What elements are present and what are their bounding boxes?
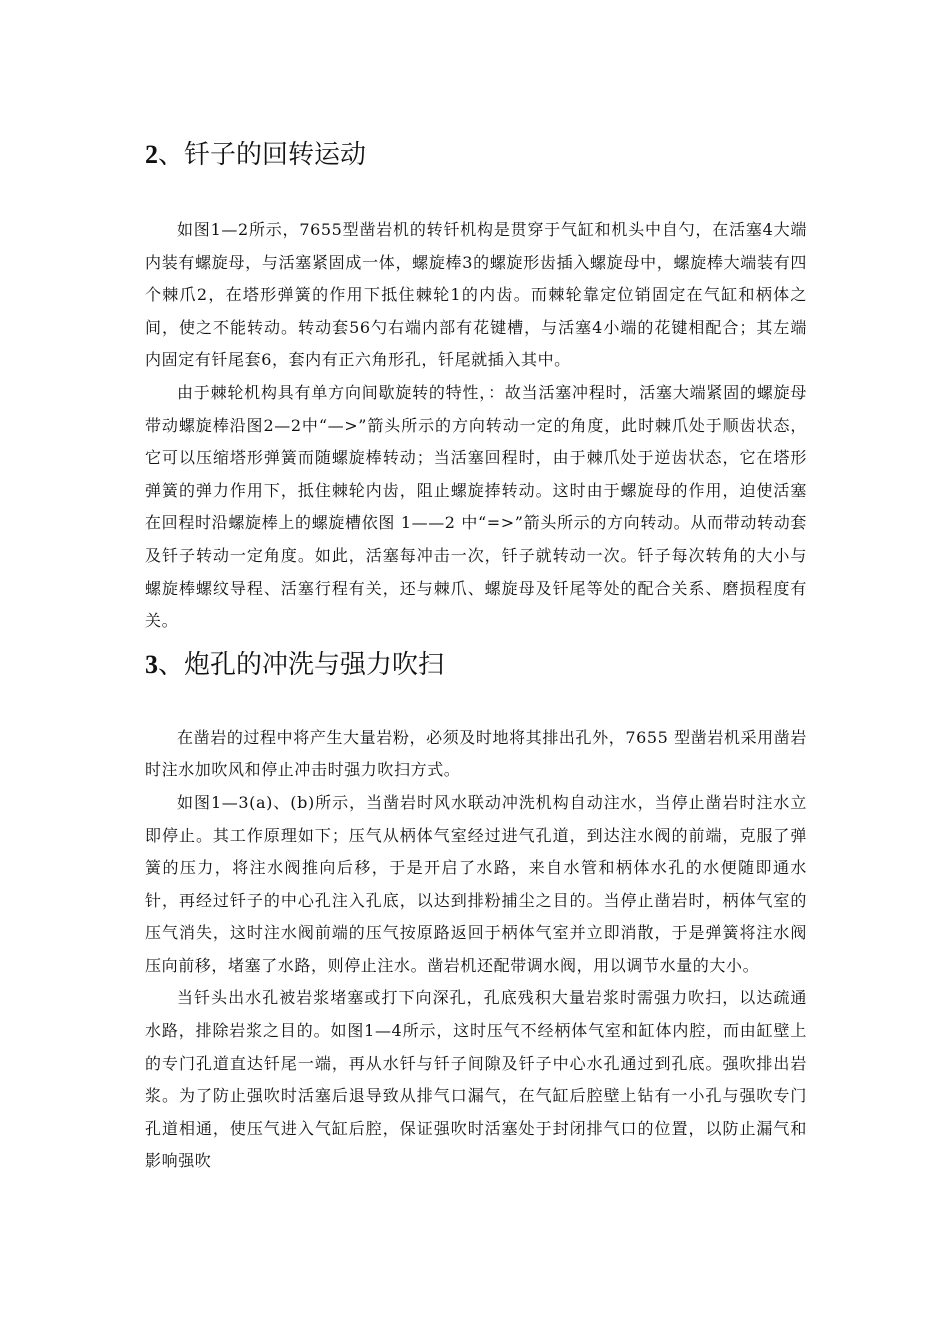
section-number: 2 — [145, 140, 158, 169]
paragraph: 当钎头出水孔被岩浆堵塞或打下向深孔，孔底残积大量岩浆时需强力吹扫，以达疏通水路，排除岩浆之目的。如图1—4所示，这时压气不经柄体气室和缸体内腔，而由缸壁上的专门孔道直达钎尾一端，再从水钎与钎子间隙及钎子中心水孔通过到孔底。强吹排出岩浆。为了防止强吹时活塞后退导致从排气口漏气，在气缸后腔壁上钻有一小孔与强吹专门孔道相通，使压气进入气缸后腔，保证强吹时活塞处于封闭排气口的位置，以防止漏气和影响强吹 — [145, 988, 807, 1171]
section-title: 、钎子的回转运动 — [158, 140, 367, 170]
section-title: 、炮孔的冲洗与强力吹扫 — [158, 649, 445, 680]
paragraph: 如图1—3(a)、(b)所示，当凿岩时风水联动冲洗机构自动注水，当停止凿岩时注水立即停止。其工作原理如下；压气从柄体气室经过进气孔道，到达注水阀的前端，克服了弹簧的压力，将注水阀推向后移，于是开启了水路，来自水管和柄体水孔的水便随即通水针，再经过钎子的中心孔注入孔底，以达到排粉捕尘之目的。当停止凿岩时，柄体气室的压气消失，这时注水阀前端的压气按原路返回于柄体气室并立即消散，于是弹簧将注水阀压向前移，堵塞了水路，则停止注水。凿岩机还配带调水阀，用以调节水量的大小。 — [145, 792, 807, 975]
section-heading — [145, 648, 807, 682]
section-3 — [145, 648, 807, 1178]
paragraph: 在凿岩的过程中将产生大量岩粉，必须及时地将其排出孔外，7655 型凿岩机采用凿岩时注水加吹风和停止冲击时强力吹扫方式。 — [145, 727, 807, 780]
section-2 — [145, 138, 807, 638]
section-number: 3 — [145, 649, 158, 679]
paragraph: 如图1—2所示，7655型凿岩机的转钎机构是贯穿于气缸和机头中自勺，在活塞4大端内装有螺旋母，与活塞紧固成一体，螺旋棒3的螺旋形齿插入螺旋母中，螺旋棒大端装有四个棘爪2，在塔形弹簧的作用下抵住棘轮1的内齿。而棘轮靠定位销固定在气缸和柄体之间，使之不能转动。转动套56勺右端内部有花键槽，与活塞4小端的花键相配合；其左端内固定有钎尾套6，套内有正六角形孔，钎尾就插入其中。 — [145, 220, 807, 370]
paragraph: 由于棘轮机构具有单方向间歇旋转的特性，：故当活塞冲程时，活塞大端紧固的螺旋母带动螺旋棒沿图2—2中“—>”箭头所示的方向转动一定的角度，此时棘爪处于顺齿状态，它可以压缩塔形弹簧而随螺旋棒转动；当活塞回程时，由于棘爪处于逆齿状态，它在塔形弹簧的弹力作用下，抵住棘轮内齿，阻止螺旋捧转动。这时由于螺旋母的作用，迫使活塞在回程时沿螺旋棒上的螺旋槽依图 1——2 中“=>”箭头所示的方向转动。从而带动转动套及钎子转动一定角度。如此，活塞每冲击一次，钎子就转动一次。钎子每次转角的大小与螺旋棒螺纹导程、活塞行程有关，还与棘爪、螺旋母及钎尾等处的配合关系、磨损程度有关。 — [145, 382, 807, 631]
section-heading — [145, 138, 807, 172]
document-page — [145, 0, 807, 1178]
